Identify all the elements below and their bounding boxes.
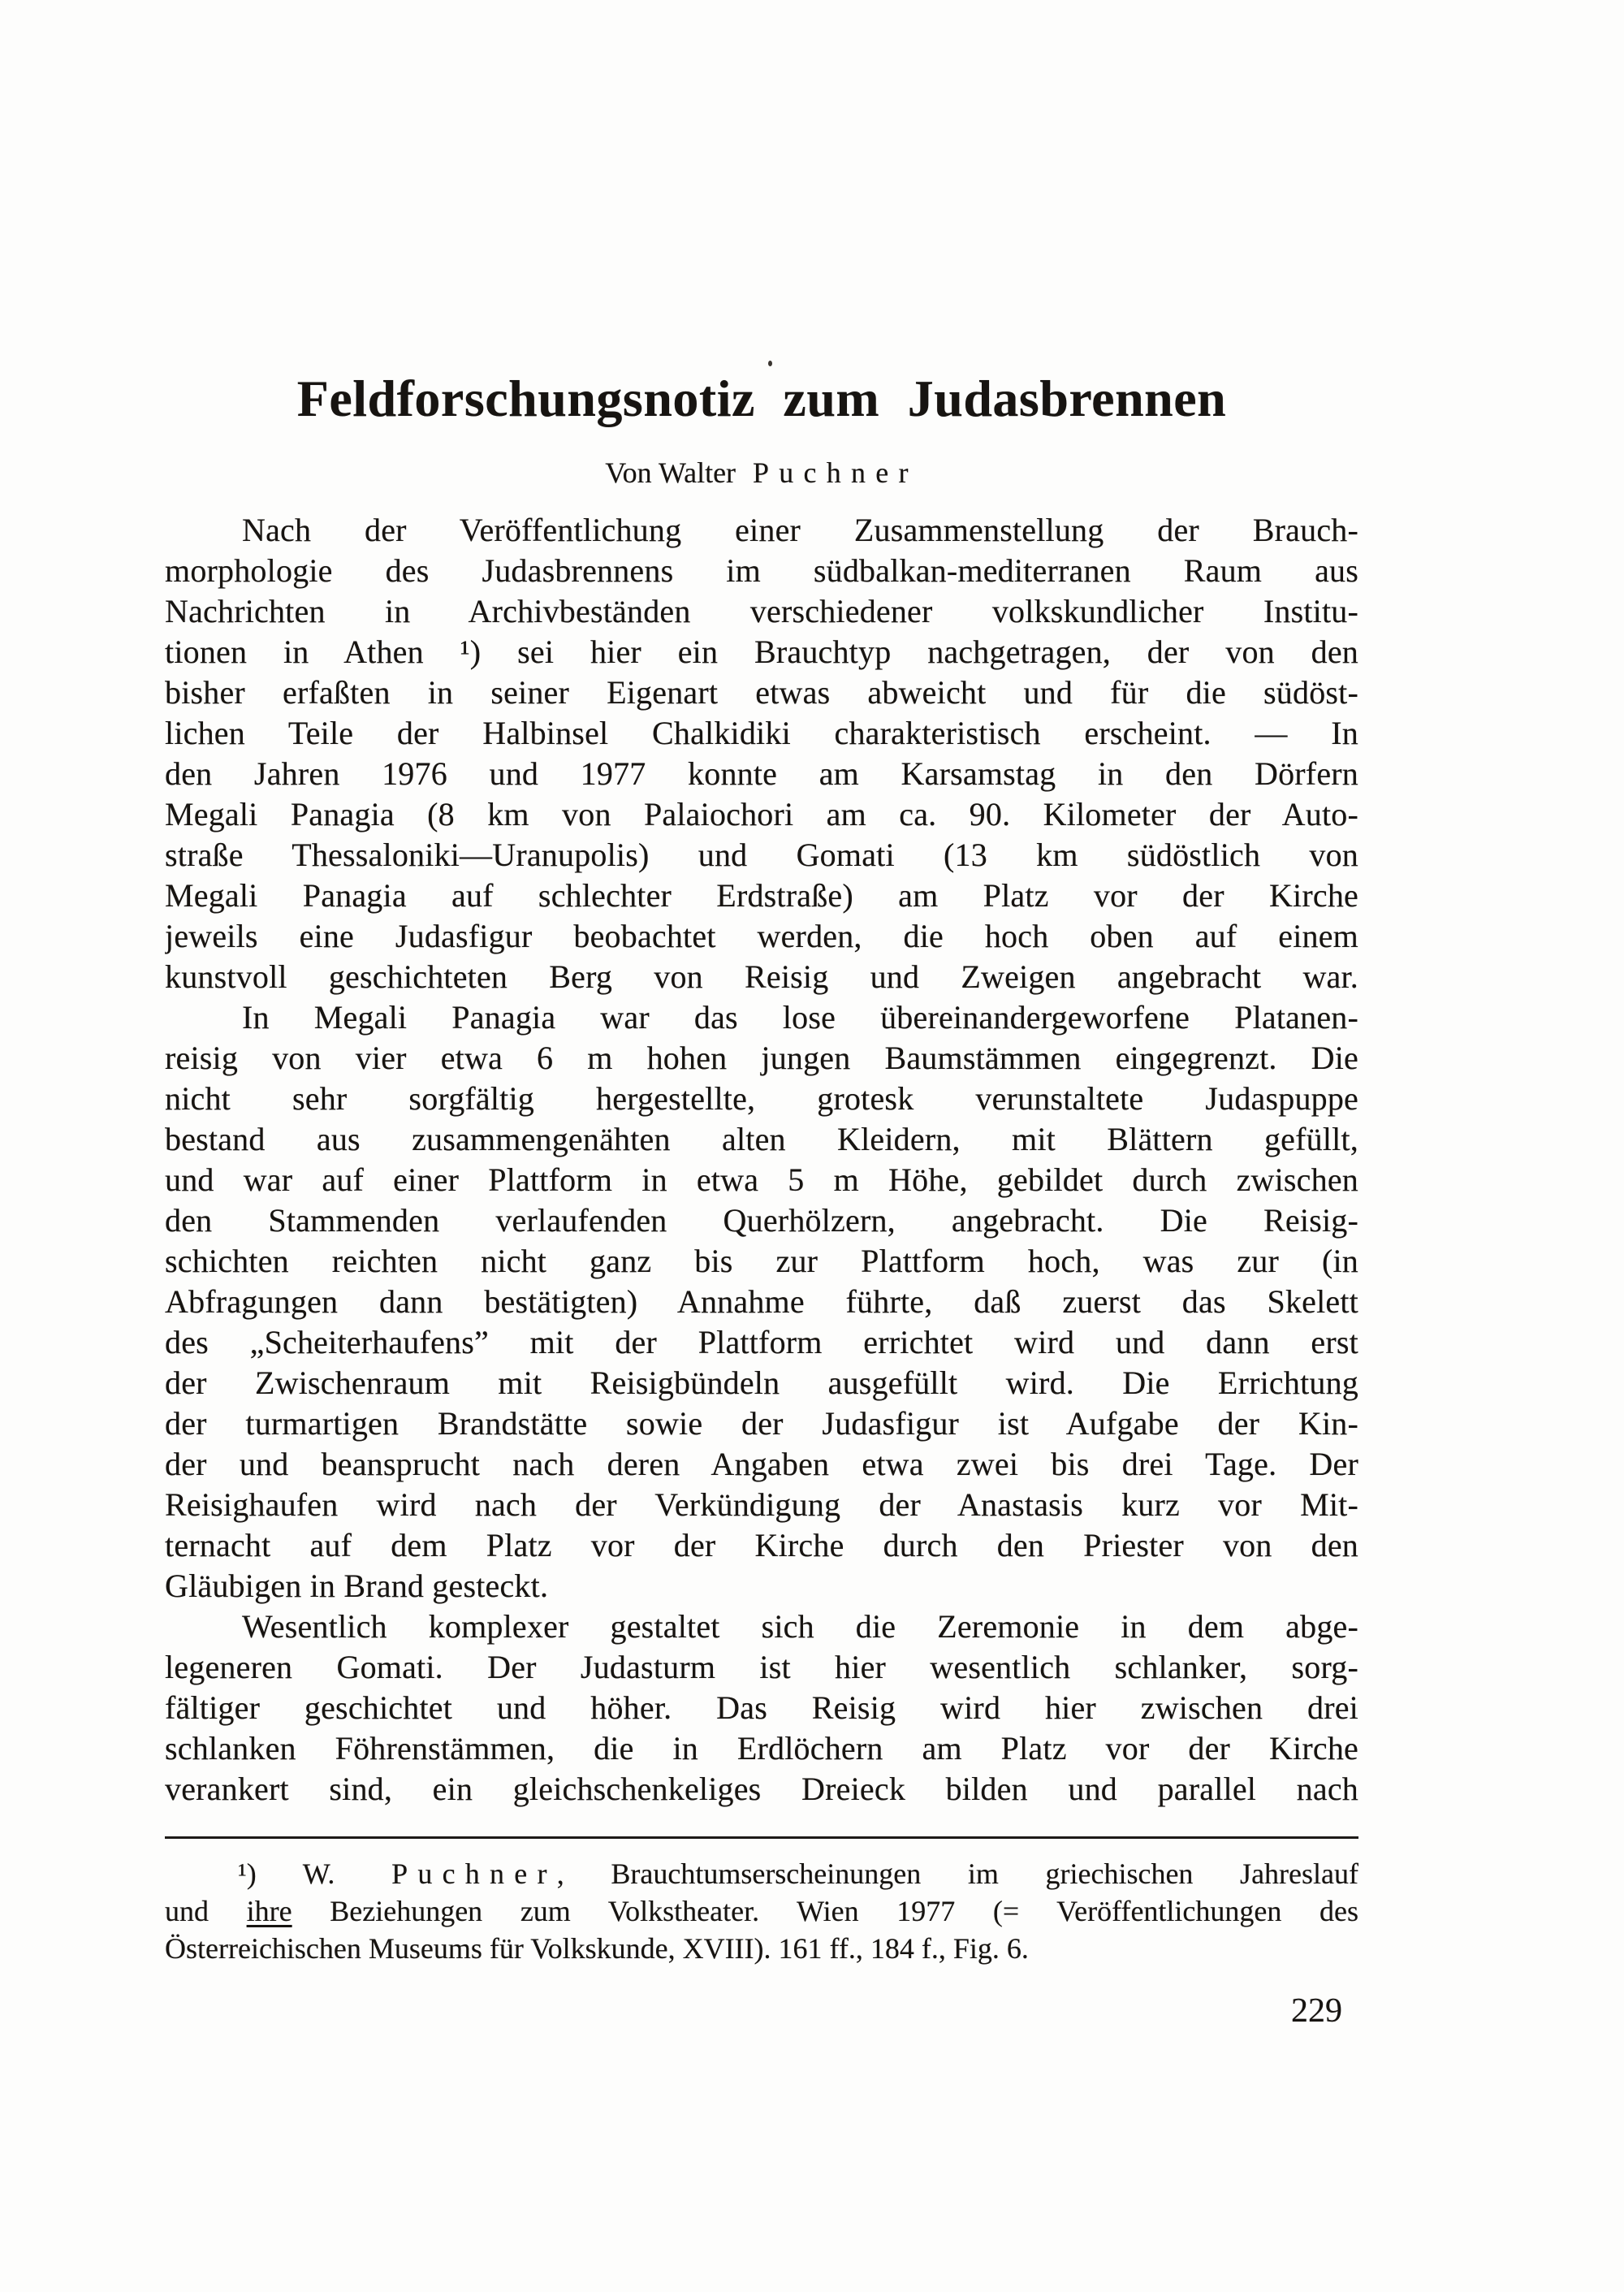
text-line: der turmartigen Brandstätte sowie der Judasfigur ist Aufgabe der Kin-: [165, 1405, 1358, 1442]
text-line: den Stammenden verlaufenden Querhölzern, angebracht. Die Reisig-: [165, 1202, 1358, 1239]
paragraph: [165, 510, 1358, 997]
article-body: [165, 510, 1358, 1810]
article-title: Feldforschungsnotiz zum Judasbrennen: [296, 370, 1227, 427]
footnote-underlined-word: ihre: [246, 1895, 292, 1927]
text-line: fältiger geschichtet und höher. Das Reisig wird hier zwischen drei: [165, 1689, 1358, 1726]
text-line: verankert sind, ein gleichschenkeliges Dreieck bilden und parallel nach: [165, 1771, 1358, 1807]
text-line: ternacht auf dem Platz vor der Kirche durch den Priester von den: [165, 1527, 1358, 1563]
text-line: jeweils eine Judasfigur beobachtet werden, die hoch oben auf einem: [165, 918, 1358, 954]
text-line: tionen in Athen ¹) sei hier ein Brauchtyp nachgetragen, der von den: [165, 634, 1358, 670]
text-line: lichen Teile der Halbinsel Chalkidiki charakteristisch erscheint. — In: [165, 715, 1358, 751]
text-line: Nach der Veröffentlichung einer Zusammenstellung der Brauch-: [242, 512, 1358, 548]
text-line: reisig von vier etwa 6 m hohen jungen Baumstämmen eingegrenzt. Die: [165, 1040, 1358, 1076]
text-line: bisher erfaßten in seiner Eigenart etwas abweicht und für die südöst-: [165, 674, 1358, 711]
text-line: und war auf einer Plattform in etwa 5 m Höhe, gebildet durch zwischen: [165, 1161, 1358, 1198]
text-line: Nachrichten in Archivbeständen verschiedener volkskundlicher Institu-: [165, 593, 1358, 629]
footnote-line: [165, 1892, 1358, 1930]
footnote-text: Beziehungen zum Volkstheater. Wien 1977 (= Veröffentlichungen des: [330, 1895, 1358, 1927]
ink-speck: [768, 361, 772, 366]
text-line: schichten reichten nicht ganz bis zur Plattform hoch, was zur (in: [165, 1243, 1358, 1279]
paragraph: [165, 1607, 1358, 1810]
footnote-line: [165, 1855, 1358, 1892]
text-line: Abfragungen dann bestätigten) Annahme führte, daß zuerst das Skelett: [165, 1283, 1358, 1320]
text-line: den Jahren 1976 und 1977 konnte am Karsamstag in den Dörfern: [165, 755, 1358, 792]
text-line: morphologie des Judasbrennens im südbalkan-mediterranen Raum aus: [165, 552, 1358, 589]
footnote-separator-rule: [165, 1836, 1358, 1839]
footnote-author-name: Puchner: [391, 1857, 557, 1890]
text-line: der und beansprucht nach deren Angaben etwa zwei bis drei Tage. Der: [165, 1446, 1358, 1482]
footnote-text: , Brauchtumserscheinungen im griechischen Jahreslauf: [556, 1857, 1358, 1890]
text-line: nicht sehr sorgfältig hergestellte, grotesk verunstaltete Judaspuppe: [165, 1080, 1358, 1117]
footnote-text: und: [165, 1895, 209, 1927]
page-number: 229: [1291, 1992, 1342, 2030]
text-line: Megali Panagia (8 km von Palaiochori am ca. 90. Kilometer der Auto-: [165, 796, 1358, 832]
paragraph: [165, 997, 1358, 1607]
byline-author-name: Puchner: [753, 456, 918, 489]
article-byline: [165, 455, 1358, 491]
byline-prefix: Von Walter: [605, 456, 736, 489]
text-line: Wesentlich komplexer gestaltet sich die Zeremonie in dem abge-: [242, 1608, 1358, 1645]
footnote-text: Österreichischen Museums für Volkskunde, XVIII). 161 ff., 184 f., Fig. 6.: [165, 1932, 1029, 1965]
text-line: bestand aus zusammengenähten alten Kleidern, mit Blättern gefüllt,: [165, 1121, 1358, 1157]
text-line: Reisighaufen wird nach der Verkündigung der Anastasis kurz vor Mit-: [165, 1486, 1358, 1523]
footnote-marker-text: ¹) W.: [238, 1857, 335, 1890]
text-line: legeneren Gomati. Der Judasturm ist hier wesentlich schlanker, sorg-: [165, 1649, 1358, 1685]
text-line: In Megali Panagia war das lose übereinandergeworfene Platanen-: [242, 999, 1358, 1036]
footnote-line: [165, 1930, 1358, 1967]
text-line: Megali Panagia auf schlechter Erdstraße) am Platz vor der Kirche: [165, 877, 1358, 914]
text-line: schlanken Föhrenstämmen, die in Erdlöchern am Platz vor der Kirche: [165, 1730, 1358, 1767]
text-line: kunstvoll geschichteten Berg von Reisig und Zweigen angebracht war.: [165, 958, 1358, 995]
text-line: der Zwischenraum mit Reisigbündeln ausgefüllt wird. Die Errichtung: [165, 1364, 1358, 1401]
text-line: Gläubigen in Brand gesteckt.: [165, 1568, 549, 1604]
text-line: des „Scheiterhaufens” mit der Plattform errichtet wird und dann erst: [165, 1324, 1358, 1360]
footnote: [165, 1855, 1358, 1967]
text-line: straße Thessaloniki—Uranupolis) und Gomati (13 km südöstlich von: [165, 837, 1358, 873]
